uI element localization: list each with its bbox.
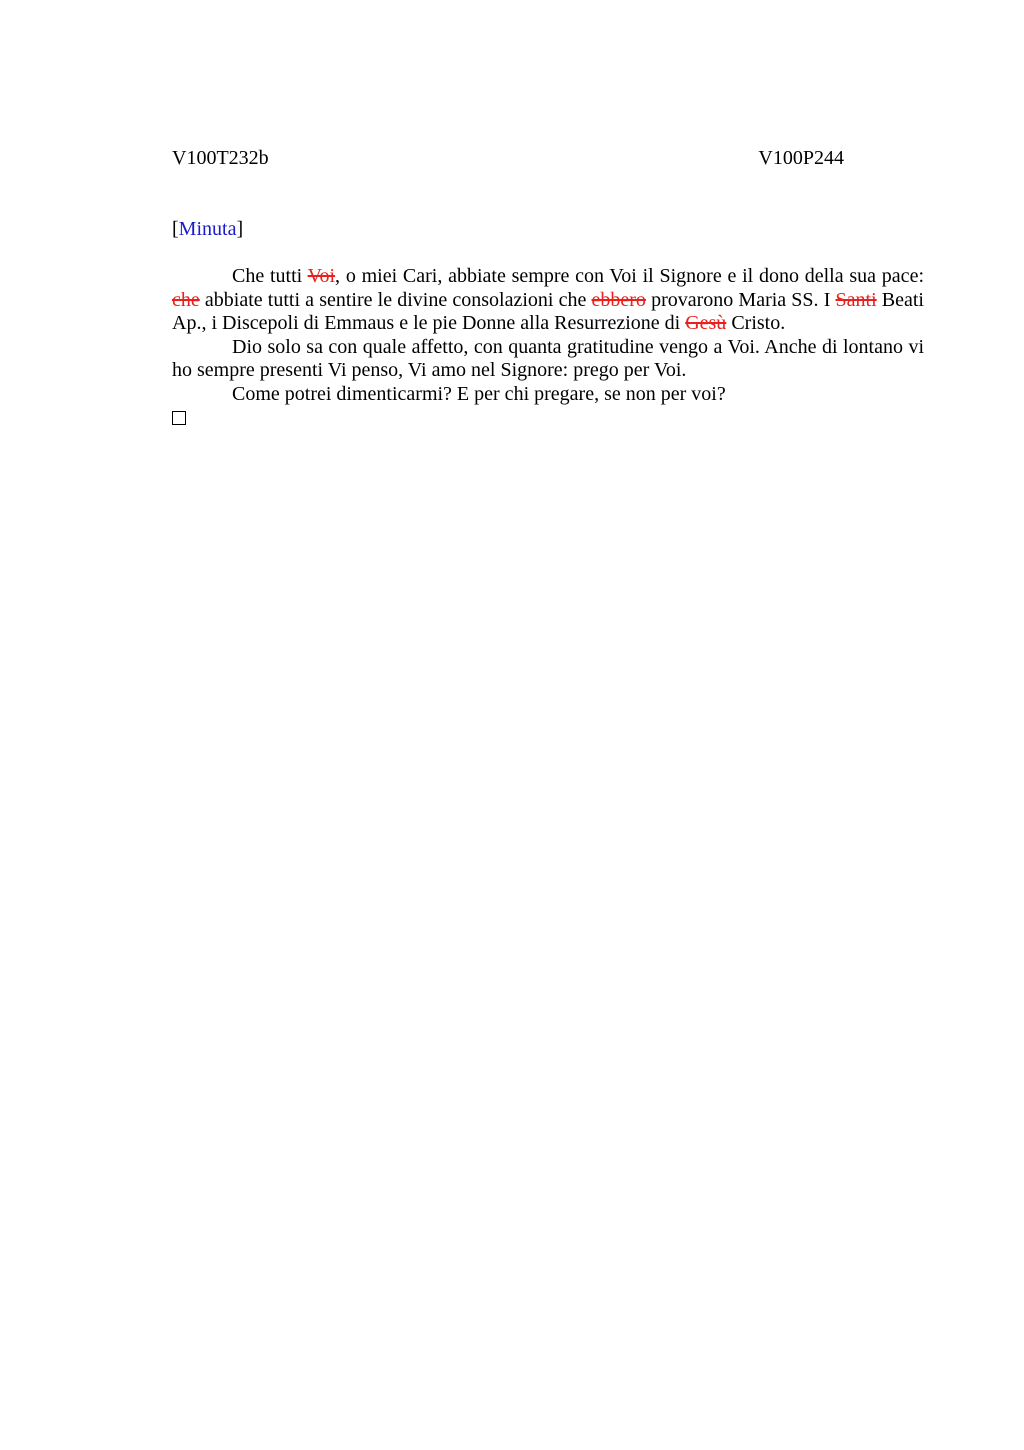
text-segment: abbiate tutti a sentire le divine consolazioni che [199, 288, 592, 311]
paragraph-3: Come potrei dimenticarmi? E per chi pregare, se non per voi? [232, 382, 726, 405]
open-bracket: [ [172, 218, 179, 240]
deleted-word: Gesù [685, 312, 727, 334]
page-header [172, 146, 844, 170]
letter-body [172, 265, 924, 425]
deleted-word: Santi [835, 288, 877, 311]
document-reference: V100T232b [172, 147, 269, 169]
page-reference: V100P244 [758, 147, 844, 169]
text-segment: Cristo. [726, 312, 786, 334]
close-bracket: ] [236, 218, 244, 240]
document-type [172, 217, 243, 241]
end-of-text-square-icon [172, 411, 186, 425]
deleted-word: ebbero [591, 288, 646, 311]
text-segment: , o miei Cari, abbiate sempre con Voi il Signore e il dono della sua pace: [335, 265, 924, 287]
text-segment: Che tutti [232, 265, 308, 287]
deleted-word: che [172, 288, 200, 311]
paragraph-2: Dio solo sa con quale affetto, con quanta gratitudine vengo a Voi. Anche di lontano vi ho sempre presenti Vi penso, Vi amo nel Signore: prego per Voi. [172, 335, 924, 381]
document-type-label: Minuta [178, 218, 237, 240]
text-segment: provarono Maria SS. I [645, 288, 836, 311]
deleted-word: Voi [307, 265, 336, 287]
text-segment: Beati Ap., i Discepoli di Emmaus e le pie Donne alla Resurrezione di [172, 288, 924, 334]
paragraph-1 [172, 265, 924, 336]
